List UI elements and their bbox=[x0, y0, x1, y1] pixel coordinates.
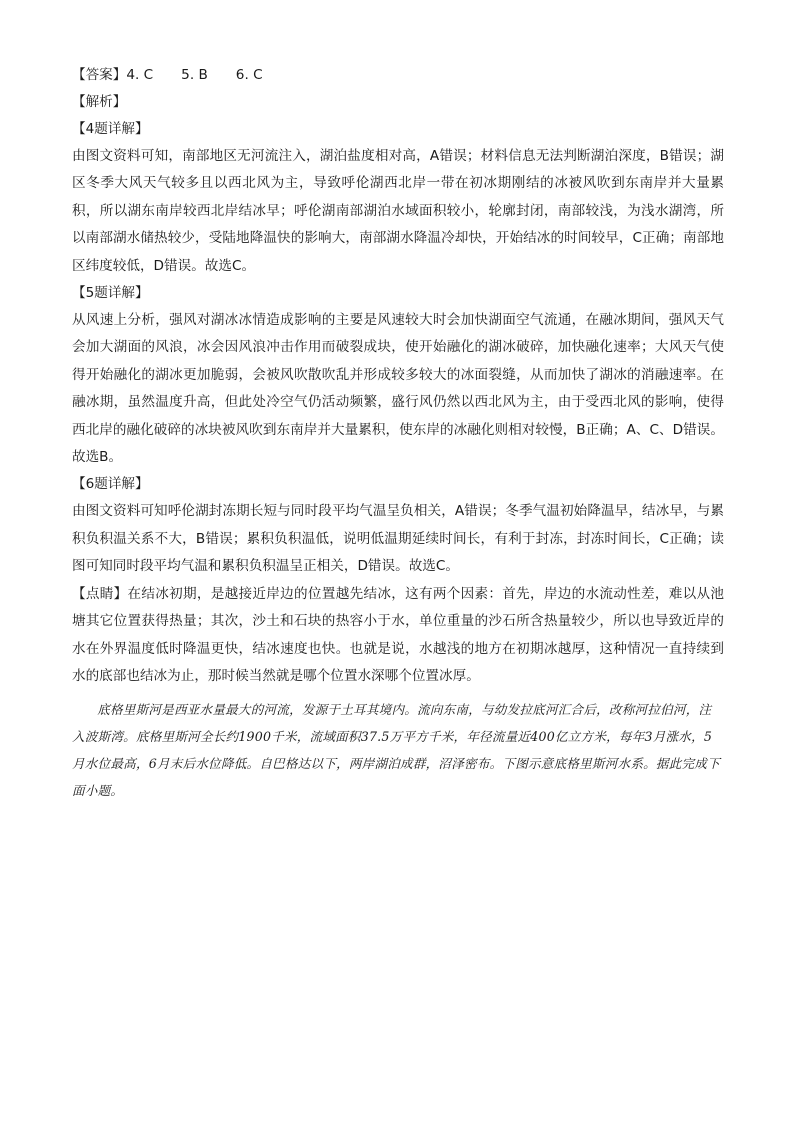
question-stem: 底格里斯河是西亚水量最大的河流，发源于土耳其境内。流向东南，与幼发拉底河汇合后，改称河拉伯河，注入波斯湾。底格里斯河全长约1900千米，流域面积37.5万平方千米，年径流量近400亿立方米，每年3月涨水，5月水位最高，6月末后水位降低。自巴格达以下，两岸湖泊成群，沼泽密布。下图示意底格里斯河水系。据此完成下面小题。 bbox=[72, 702, 720, 799]
answer-4: 4. C bbox=[126, 67, 154, 83]
answer-6: 6. C bbox=[235, 67, 263, 83]
document-page bbox=[72, 62, 724, 804]
answer-5: 5. B bbox=[181, 67, 208, 83]
tip-body: 在结冰初期，是越接近岸边的位置越先结冰，这有两个因素：首先，岸边的水流动性差，难以从池塘其它位置获得热量；其次，沙土和石块的热容小于水，单位重量的沙石所含热量较少，所以也导致近岸的水在外界温度低时降温更快，结冰速度也快。也就是说，水越浅的地方在初期冰越厚，这种情况一直持续到水的底部也结冰为止，那时候当然就是哪个位置水深哪个位置冰厚。 bbox=[72, 585, 724, 684]
tip-heading: 【点睛】 bbox=[72, 585, 128, 602]
tip-paragraph bbox=[72, 581, 724, 691]
q6-body bbox=[72, 498, 724, 580]
q5-body: 从风速上分析，强风对湖冰冰情造成影响的主要是风速较大时会加快湖面空气流通，在融冰期间，强风天气会加大湖面的风浪，冰会因风浪冲击作用而破裂成块，使开始融化的湖冰破碎，加快融化速率；大风天气使得开始融化的湖冰更加脆弱，会被风吹散吹乱并形成较多较大的冰面裂缝，从而加快了湖冰的消融速率。在融冰期，虽然温度升高，但此处冷空气仍活动频繁，盛行风仍然以西北风为主，由于受西北风的影响，使得西北岸的融化破碎的冰块被风吹到东南岸并大量累积，使东岸的冰融化则相对较慢，B正确；A、C、D错误。故选B。 bbox=[72, 312, 724, 466]
q6-heading: 【6题详解】 bbox=[72, 476, 149, 493]
analysis-label: 【解析】 bbox=[72, 94, 127, 110]
q6-body-text: 由图文资料可知呼伦湖封冻期长短与同时段平均气温呈负相关，A错误；冬季气温初始降温早，结冰早，与累积负积温关系不大，B错误；累积负积温低，说明低温期延续时间长，有利于封冻，封冻时间长，C正确；读图可知同时段平均气温和累积负积温呈正相关，D错误。故选C。 bbox=[72, 503, 724, 575]
q4-heading: 【4题详解】 bbox=[72, 121, 149, 137]
answer-label: 【答案】 bbox=[72, 67, 127, 83]
q4-body: 由图文资料可知，南部地区无河流注入，湖泊盐度相对高，A错误；材料信息无法判断湖泊深度，B错误；湖区冬季大风天气较多且以西北风为主，导致呼伦湖西北岸一带在初冰期刚结的冰被风吹到东南岸并大量累积，所以湖东南岸较西北岸结冰早；呼伦湖南部湖泊水域面积较小，轮廓封闭，南部较浅，为浅水湖湾，所以南部湖水储热较少，受陆地降温快的影响大，南部湖水降温冷却快，开始结冰的时间较早，C正确；南部地区纬度较低，D错误。故选C。 bbox=[72, 148, 724, 274]
answer-line bbox=[72, 62, 724, 89]
q5-heading: 【5题详解】 bbox=[72, 285, 149, 302]
